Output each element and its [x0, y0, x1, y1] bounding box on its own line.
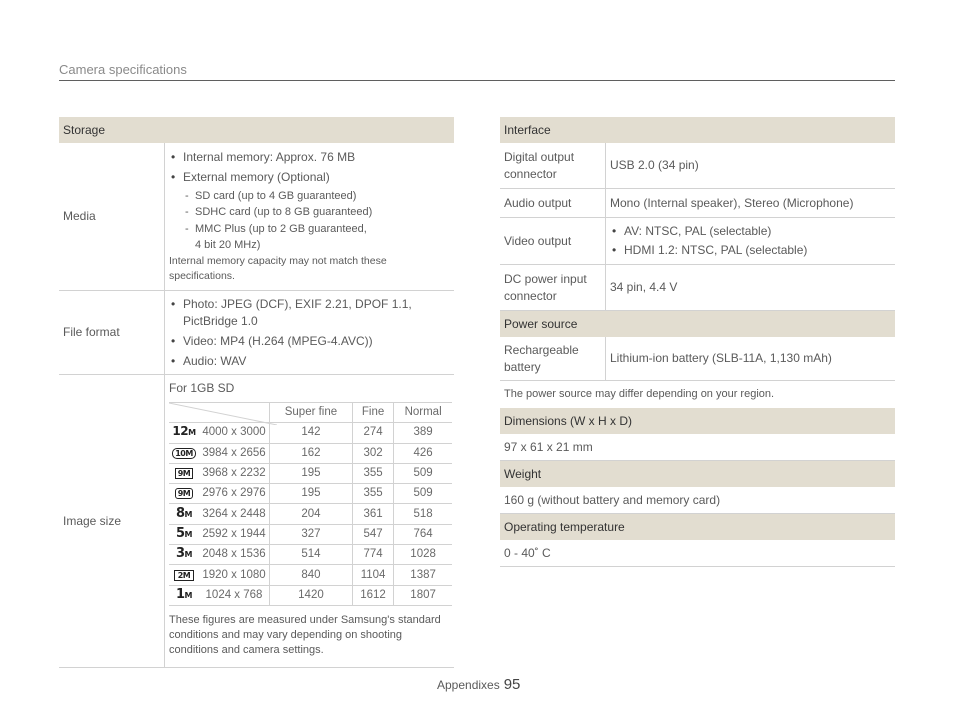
value-cell: 162 [270, 443, 353, 463]
value-cell: 1420 [270, 585, 353, 605]
dc-power-label: DC power input connector [500, 265, 606, 310]
media-row [59, 143, 454, 291]
image-size-table [169, 402, 452, 606]
page-title: Camera specifications [59, 62, 187, 77]
resolution-9m-square-icon: 9M [169, 484, 199, 504]
value-cell: 1104 [352, 565, 393, 585]
digital-output-label: Digital output connector [500, 143, 606, 188]
weight-header: Weight [500, 461, 895, 487]
resolution-3m-icon: 3M [169, 545, 199, 565]
resolution-8m-icon: 8M [169, 504, 199, 524]
footer-section: Appendixes [437, 678, 500, 692]
media-sub-sdhc: - SDHC card (up to 8 GB guaranteed) [169, 204, 450, 221]
media-note: Internal memory capacity may not match these specifications. [169, 255, 387, 282]
file-format-row [59, 291, 454, 375]
col-normal: Normal [394, 403, 452, 423]
battery-label: Rechargeable battery [500, 337, 606, 380]
value-cell: 302 [352, 443, 393, 463]
resolution-cell: 3264 x 2448 [199, 504, 270, 524]
video-output-content [606, 218, 895, 264]
resolution-9m-wide-icon: 9M [169, 463, 199, 483]
resolution-cell: 2048 x 1536 [199, 545, 270, 565]
value-cell: 1612 [352, 585, 393, 605]
resolution-10m-icon: 10M [169, 443, 199, 463]
media-content [165, 143, 454, 290]
value-cell: 547 [352, 524, 393, 544]
file-format-content [165, 291, 454, 374]
media-label: Media [59, 143, 165, 290]
resolution-cell: 2592 x 1944 [199, 524, 270, 544]
interface-header: Interface [500, 117, 895, 143]
table-row [169, 504, 452, 524]
value-cell: 389 [394, 423, 452, 443]
file-format-audio: • Audio: WAV [169, 353, 450, 370]
value-cell: 195 [270, 463, 353, 483]
image-size-content [165, 375, 454, 667]
resolution-cell: 1024 x 768 [199, 585, 270, 605]
media-sub-mmc-cont: 4 bit 20 MHz) [195, 239, 261, 251]
corner-diagonal [169, 403, 277, 425]
dimensions-value: 97 x 61 x 21 mm [500, 434, 895, 461]
resolution-5m-icon: 5M [169, 524, 199, 544]
audio-output-row [500, 189, 895, 218]
left-column [59, 117, 454, 668]
value-cell: 142 [270, 423, 353, 443]
table-row [169, 545, 452, 565]
value-cell: 426 [394, 443, 452, 463]
image-size-label: Image size [59, 375, 165, 667]
value-cell: 1028 [394, 545, 452, 565]
value-cell: 355 [352, 484, 393, 504]
table-row [169, 423, 452, 443]
media-sub-sd: - SD card (up to 4 GB guaranteed) [169, 189, 450, 204]
audio-output-value: Mono (Internal speaker), Stereo (Microphone) [610, 195, 854, 210]
value-cell: 1807 [394, 585, 452, 605]
value-cell: 518 [394, 504, 452, 524]
page-number: 95 [503, 676, 521, 693]
video-output-hdmi: • HDMI 1.2: NTSC, PAL (selectable) [610, 242, 891, 259]
value-cell: 195 [270, 484, 353, 504]
file-format-photo: • Photo: JPEG (DCF), EXIF 2.21, DPOF 1.1, PictBridge 1.0 [169, 296, 450, 330]
audio-output-label: Audio output [500, 189, 606, 217]
title-divider [59, 80, 895, 81]
resolution-cell: 2976 x 2976 [199, 484, 270, 504]
value-cell: 764 [394, 524, 452, 544]
dc-power-value: 34 pin, 4.4 V [610, 280, 678, 294]
page-footer [437, 676, 520, 693]
resolution-cell: 1920 x 1080 [199, 565, 270, 585]
image-size-note: These figures are measured under Samsung's standard conditions and may vary depending on shooting conditions and camera settings. [169, 613, 441, 656]
media-sub-mmc: - MMC Plus (up to 2 GB guaranteed, [169, 221, 450, 238]
table-row [169, 585, 452, 605]
digital-output-row [500, 143, 895, 189]
table-row [169, 565, 452, 585]
dc-power-row [500, 265, 895, 311]
battery-row [500, 337, 895, 381]
power-source-note: The power source may differ depending on your region. [504, 388, 775, 400]
col-fine: Fine [352, 403, 393, 423]
resolution-1m-icon: 1M [169, 585, 199, 605]
value-cell: 1387 [394, 565, 452, 585]
weight-value: 160 g (without battery and memory card) [500, 487, 895, 514]
table-row [169, 463, 452, 483]
operating-temperature-header: Operating temperature [500, 514, 895, 540]
value-cell: 327 [270, 524, 353, 544]
value-cell: 514 [270, 545, 353, 565]
file-format-video: • Video: MP4 (H.264 (MPEG-4.AVC)) [169, 333, 450, 350]
right-column [500, 117, 895, 567]
digital-output-value: USB 2.0 (34 pin) [610, 158, 699, 172]
resolution-2m-icon: 2M [169, 565, 199, 585]
value-cell: 840 [270, 565, 353, 585]
table-corner [169, 403, 270, 423]
image-size-table-header [169, 403, 452, 423]
value-cell: 361 [352, 504, 393, 524]
resolution-cell: 3984 x 2656 [199, 443, 270, 463]
file-format-label: File format [59, 291, 165, 374]
value-cell: 274 [352, 423, 393, 443]
value-cell: 774 [352, 545, 393, 565]
resolution-cell: 4000 x 3000 [199, 423, 270, 443]
value-cell: 509 [394, 463, 452, 483]
value-cell: 509 [394, 484, 452, 504]
table-row [169, 443, 452, 463]
operating-temperature-value: 0 - 40˚ C [500, 540, 895, 567]
video-output-label: Video output [500, 218, 606, 264]
image-size-caption: For 1GB SD [169, 381, 235, 395]
col-super-fine: Super fine [270, 403, 353, 423]
power-source-header: Power source [500, 311, 895, 337]
storage-header: Storage [59, 117, 454, 143]
value-cell: 355 [352, 463, 393, 483]
video-output-av: • AV: NTSC, PAL (selectable) [610, 223, 891, 240]
media-item-internal: • Internal memory: Approx. 76 MB [169, 149, 450, 166]
image-size-row [59, 375, 454, 668]
video-output-row [500, 218, 895, 265]
table-row [169, 524, 452, 544]
battery-value: Lithium-ion battery (SLB-11A, 1,130 mAh) [610, 351, 832, 365]
value-cell: 204 [270, 504, 353, 524]
table-row [169, 484, 452, 504]
media-item-external: • External memory (Optional) [169, 169, 450, 186]
resolution-12m-icon: 12M [169, 423, 199, 443]
dimensions-header: Dimensions (W x H x D) [500, 408, 895, 434]
resolution-cell: 3968 x 2232 [199, 463, 270, 483]
